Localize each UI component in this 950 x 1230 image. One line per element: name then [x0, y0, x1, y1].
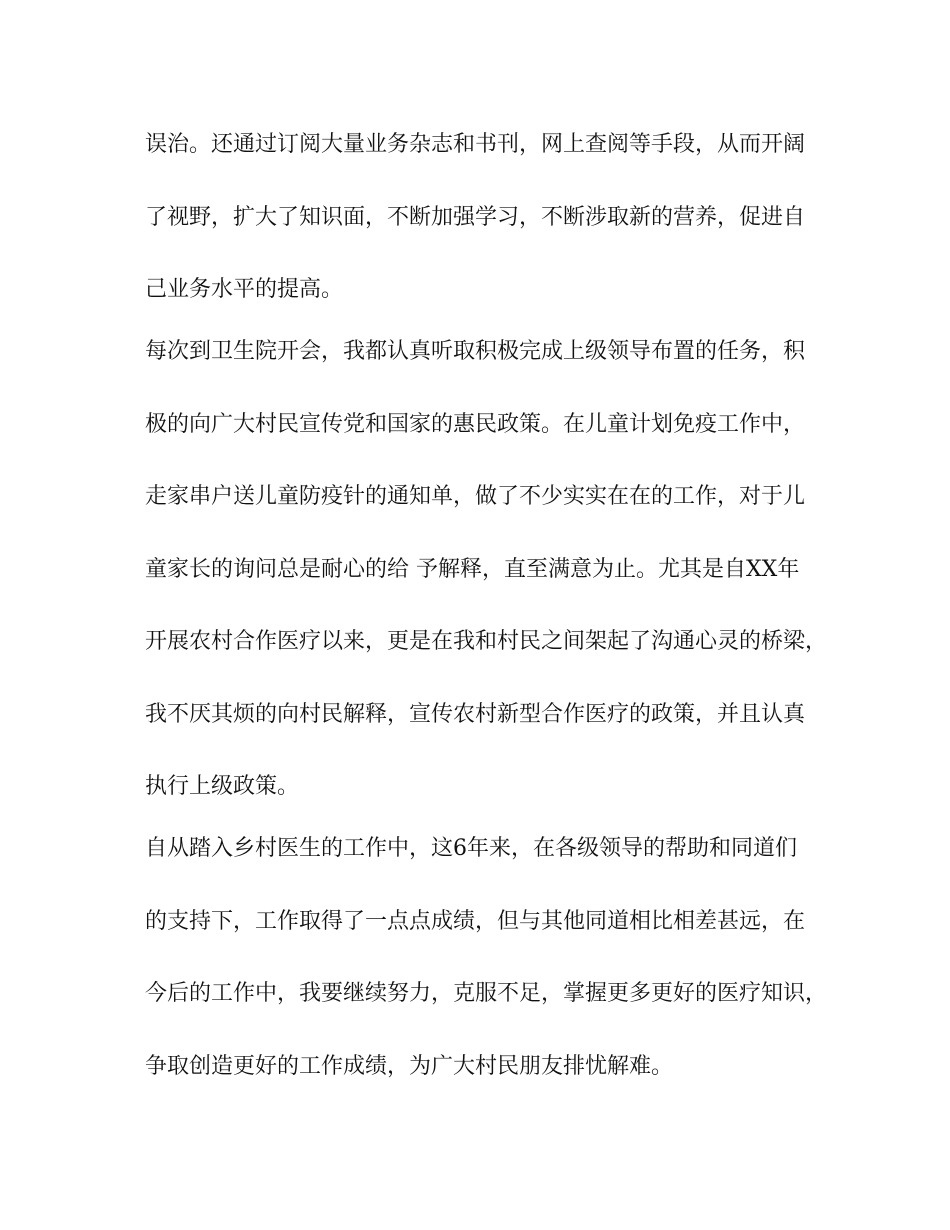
paragraph-line: 自从踏入乡村医生的工作中，这6年来，在各级领导的帮助和同道们: [145, 836, 797, 861]
paragraph-line: 开展农村合作医疗以来，更是在我和村民之间架起了沟通心灵的桥梁，: [145, 629, 828, 654]
paragraph-line: 己业务水平的提高。: [145, 277, 344, 302]
paragraph-line: 走家串户送儿童防疫针的通知单，做了不少实实在在的工作，对于儿: [145, 484, 806, 509]
paragraph-line: 执行上级政策。: [145, 774, 300, 799]
paragraph-line: 极的向广大村民宣传党和国家的惠民政策。在儿童计划免疫工作中，: [145, 412, 806, 437]
paragraph-line: 的支持下，工作取得了一点点成绩，但与其他同道相比相差甚远，在: [145, 909, 806, 934]
paragraph-line: 今后的工作中，我要继续努力，克服不足，掌握更多更好的医疗知识，: [145, 981, 828, 1006]
paragraph-line: 每次到卫生院开会，我都认真听取积极完成上级领导布置的任务，积: [145, 339, 806, 364]
paragraph-line: 误治。还通过订阅大量业务杂志和书刊，网上查阅等手段，从而开阔: [145, 132, 806, 157]
paragraph-line: 争取创造更好的工作成绩，为广大村民朋友排忧解难。: [145, 1054, 674, 1079]
paragraph-line: 了视野，扩大了知识面，不断加强学习，不断涉取新的营养，促进自: [145, 205, 806, 230]
paragraph-line: 童家长的询问总是耐心的给 予解释，直至满意为止。尤其是自XX年: [145, 557, 800, 582]
paragraph-line: 我不厌其烦的向村民解释，宣传农村新型合作医疗的政策，并且认真: [145, 702, 806, 727]
